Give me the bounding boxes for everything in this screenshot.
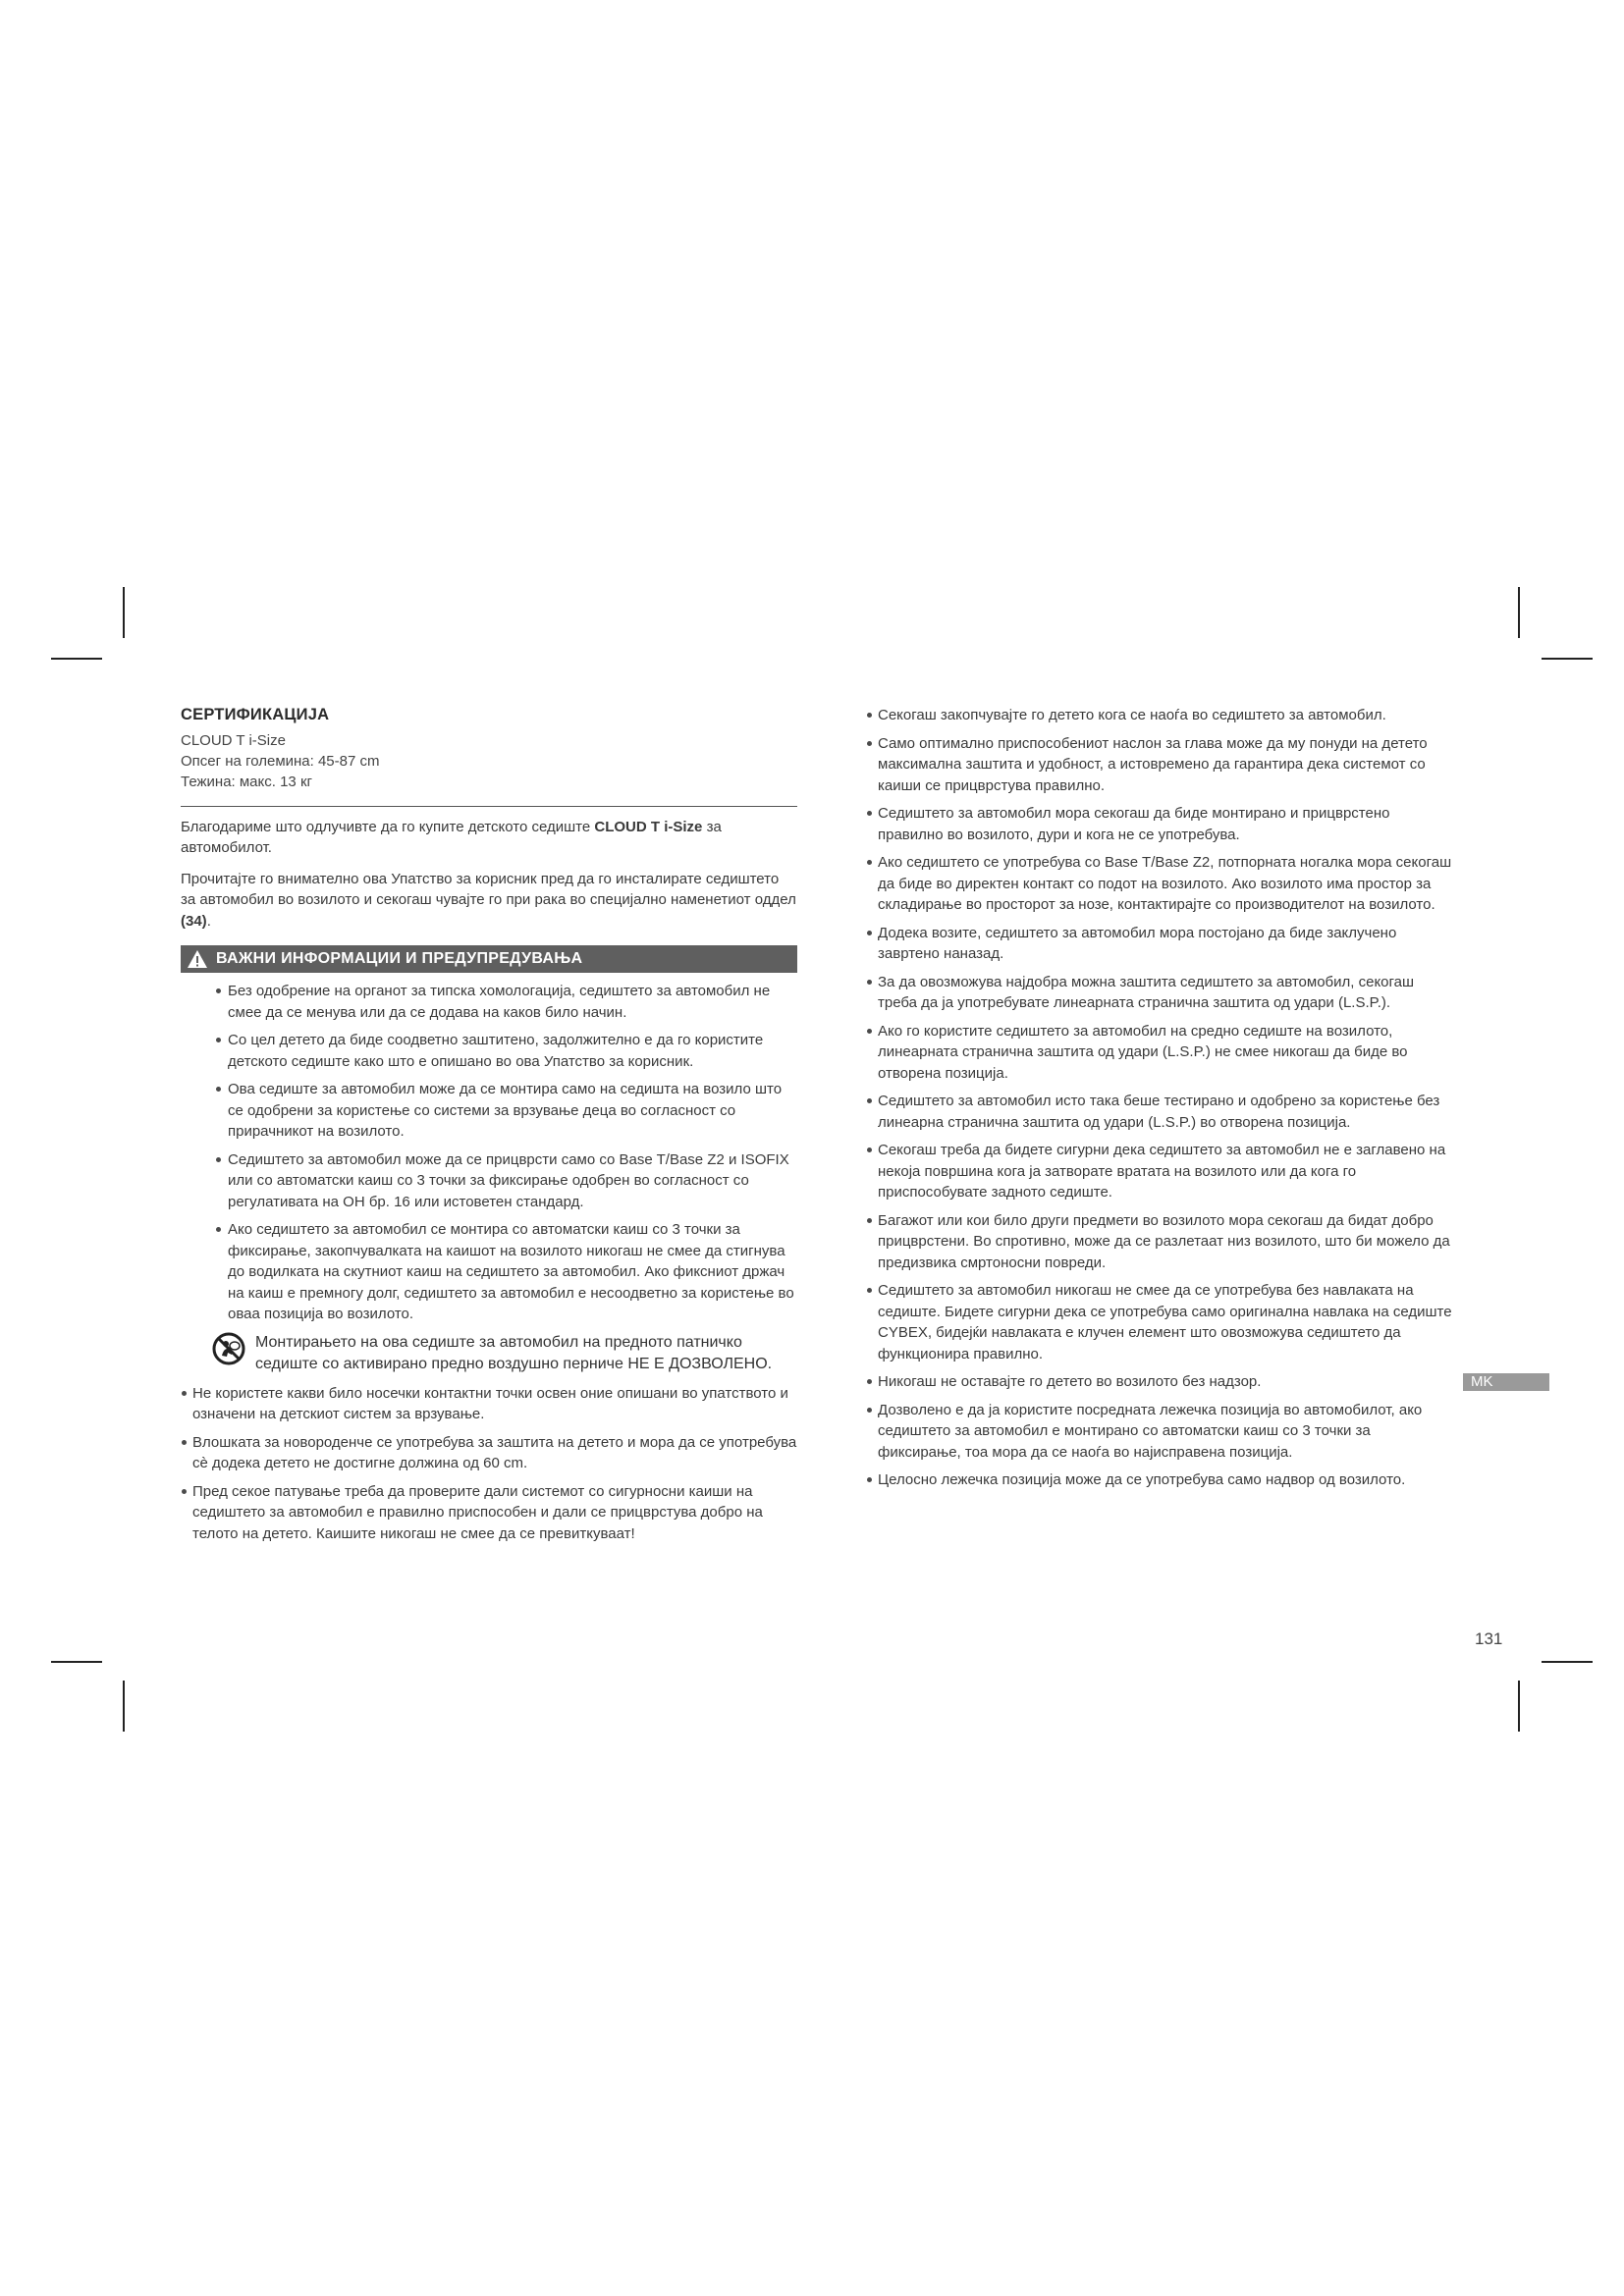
warnings-list: [212, 981, 797, 1325]
right-column: [866, 705, 1455, 1498]
list-item: Целосно лежечка позиција може да се употребува само надвор од возилото.: [866, 1469, 1455, 1491]
intro-read-ref: (34): [181, 912, 207, 930]
intro-thanks-prefix: Благодариме што одлучивте да го купите детското седиште: [181, 818, 595, 835]
crop-mark-top-right-vertical: [1518, 587, 1520, 638]
certification-height-range: Опсег на големина: 45-87 cm: [181, 752, 380, 770]
certification-product: CLOUD T i-Size: [181, 731, 286, 749]
language-tab: MK: [1463, 1373, 1549, 1391]
list-item: Ако седиштето за автомобил се монтира со автоматски каиш со 3 точки за фиксирање, закопчувалката на каишот на возилото никогаш не смее да стигнува до водилката на скутниот каиш на седиштето за автомобил. Ако фиксниот држач на каиш е премногу долг, седиштето за автомобил е несоодветно за користење во оваа позиција во возилото.: [212, 1219, 797, 1325]
crop-mark-top-left-horizontal: [51, 658, 102, 660]
list-item: Ако го користите седиштето за автомобил на средно седиште на возилото, линеарната странична заштита од удари (L.S.P.) не смее никогаш да биде во отворена позиција.: [866, 1021, 1455, 1085]
list-item: Само оптимално приспособениот наслон за глава може да му понуди на детето максимална заштита и удобност, а истовремено да гарантира дека системот со каиши се прицврстува правилно.: [866, 733, 1455, 797]
list-item: Без одобрение на органот за типска хомологација, седиштето за автомобил не смее да се менува или да се додава на каков било начин.: [212, 981, 797, 1023]
list-item: Влошката за новороденче се употребува за заштита на детето и мора да се употребува сè додека детето не достигне должина од 60 cm.: [181, 1432, 797, 1474]
list-item: Седиштето за автомобил никогаш не смее да се употребува без навлаката на седиште. Бидете сигурни дека се употребува само оригинална навлака на седиште CYBEX, бидејќи навлаката е клучен елемент што овозможува седиштето да функционира правилно.: [866, 1280, 1455, 1364]
right-warnings-list: [866, 705, 1455, 1491]
list-item: Седиштето за автомобил исто така беше тестирано и одобрено за користење без линеарна странична заштита од удари (L.S.P.) во отворена позиција.: [866, 1091, 1455, 1133]
section-title: ВАЖНИ ИНФОРМАЦИИ И ПРЕДУПРЕДУВАЊА: [216, 950, 583, 967]
list-item: Секогаш закопчувајте го детето кога се наоѓа во седиштето за автомобил.: [866, 705, 1455, 726]
list-item: Дозволено е да ја користите посредната лежечка позиција во автомобилот, ако седиштето за автомобил е монтирано со автоматски каиш со 3 точки за фиксирање, тоа мора да се наоѓа во најисправена позиција.: [866, 1400, 1455, 1464]
airbag-warning: [212, 1332, 797, 1375]
intro-read-end: .: [206, 912, 211, 930]
warnings-list-2: [181, 1383, 797, 1545]
warning-icon: [187, 949, 208, 969]
intro-thanks: [181, 817, 797, 859]
crop-mark-top-left-vertical: [123, 587, 125, 638]
list-item: Ако седиштето се употребува со Base T/Base Z2, потпорната ногалка мора секогаш да биде во директен контакт со подот на возилото. Ако возилото има простор за складирање во просторот за нозе, контактирајте со производителот на возилото.: [866, 852, 1455, 916]
list-item: Пред секое патување треба да проверите дали системот со сигурносни каиши на седиштето за автомобил е правилно приспособен и дали се прицврстува добро на телото на детето. Каишите никогаш не смее да се превиткуваат!: [181, 1481, 797, 1545]
divider: [181, 806, 797, 807]
list-item: Со цел детето да биде соодветно заштитено, задолжително е да го користите детското седиште како што е опишано во ова Упатство за корисник.: [212, 1030, 797, 1072]
crop-mark-bottom-left-vertical: [123, 1681, 125, 1732]
crop-mark-top-right-horizontal: [1542, 658, 1593, 660]
certification-weight: Тежина: макс. 13 кг: [181, 773, 312, 790]
left-column: [181, 705, 797, 1551]
airbag-warning-text: Монтирањето на ова седиште за автомобил на предното патничко седиште со активирано предно воздушно перниче НЕ Е ДОЗВОЛЕНО.: [255, 1333, 773, 1372]
list-item: Никогаш не оставајте го детето во возилото без надзор.: [866, 1371, 1455, 1393]
list-item: Не користете какви било носечки контактни точки освен оние опишани во упатството и означени на детскиот систем за врзување.: [181, 1383, 797, 1425]
list-item: Седиштето за автомобил мора секогаш да биде монтирано и прицврстено правилно во возилото, дури и кога не се употребува.: [866, 803, 1455, 845]
intro-read-text: Прочитајте го внимателно ова Упатство за корисник пред да го инсталирате седиштето за автомобил во возилото и секогаш чувајте го при рака во специјално наменетиот оддел: [181, 870, 796, 908]
intro-read: [181, 869, 797, 933]
no-airbag-icon: [212, 1332, 245, 1365]
list-item: Додека возите, седиштето за автомобил мора постојано да биде заклучено завртено наназад.: [866, 923, 1455, 965]
list-item: Секогаш треба да бидете сигурни дека седиштето за автомобил не е заглавено на некоја површина кога ја затворате вратата на возилото или да кога го приспособувате задното седиште.: [866, 1140, 1455, 1203]
intro-thanks-suffix: за автомобилот.: [181, 818, 722, 856]
intro-thanks-product: CLOUD T i-Size: [594, 818, 703, 835]
list-item: За да овозможува најдобра можна заштита седиштето за автомобил, секогаш треба да ја употребувате линеарната странична заштита од удари (L.S.P.).: [866, 972, 1455, 1014]
list-item: Седиштето за автомобил може да се прицврсти само со Base T/Base Z2 и ISOFIX или со автоматски каиш со 3 точки за фиксирање одобрен во согласност со регулативата на ОН бр. 16 или истоветен стандард.: [212, 1149, 797, 1213]
certification-title: СЕРТИФИКАЦИЈА: [181, 706, 330, 723]
list-item: Ова седиште за автомобил може да се монтира само на седишта на возило што се одобрени за користење со системи за врзување деца во согласност со прирачникот на возилото.: [212, 1079, 797, 1143]
crop-mark-bottom-right-vertical: [1518, 1681, 1520, 1732]
list-item: Багажот или кои било други предмети во возилото мора секогаш да бидат добро прицврстени. Во спротивно, може да се разлетаат низ возилото, што би можело да предизвика смртоносни повреди.: [866, 1210, 1455, 1274]
page-number: 131: [1475, 1629, 1503, 1648]
crop-mark-bottom-left-horizontal: [51, 1661, 102, 1663]
section-header: [181, 945, 797, 973]
crop-mark-bottom-right-horizontal: [1542, 1661, 1593, 1663]
